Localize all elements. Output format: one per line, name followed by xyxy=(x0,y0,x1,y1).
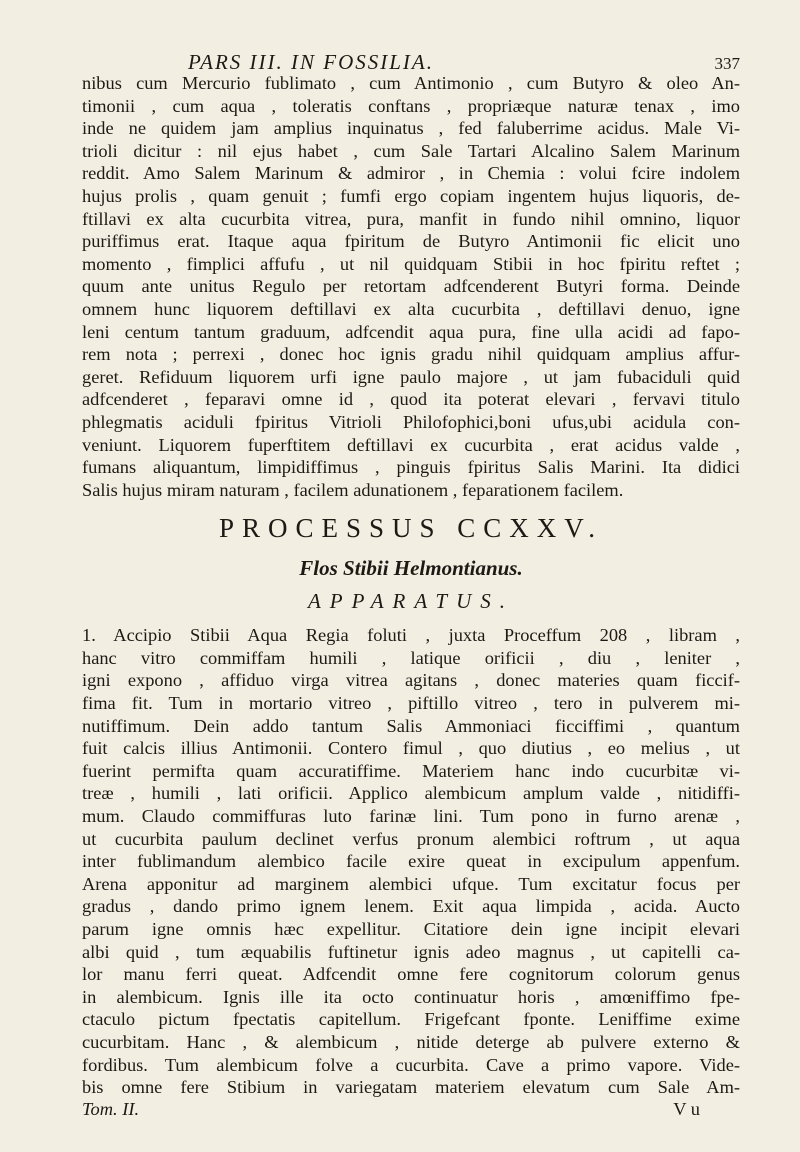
text-line: lor manu ferri queat. Adfcendit omne fere cognitorum colorum genus xyxy=(82,964,740,985)
text-line: nutiffimum. Dein addo tantum Salis Ammoniaci ficciffimi , quantum xyxy=(82,715,740,736)
text-line: reddit. Amo Salem Marinum & admiror , in Chemia : volui fcire indolem xyxy=(82,163,740,184)
text-line: gradus , dando primo ignem lenem. Exit aqua limpida , acida. Aucto xyxy=(82,896,740,917)
text-line: inde ne quidem jam amplius inquinatus , fed faluberrime acidus. Male Vi- xyxy=(82,118,740,139)
text-line: igni expono , affiduo virga vitrea agitans , donec materies quam ficcif- xyxy=(82,670,740,691)
page-footer xyxy=(82,1099,740,1123)
text-line: 1. Accipio Stibii Aqua Regia foluti , juxta Proceffum 208 , libram , xyxy=(82,625,740,646)
text-line: trioli dicitur : nil ejus habet , cum Sale Tartari Alcalino Salem Marinum xyxy=(82,140,740,161)
text-line: geret. Refiduum liquorem urfi igne paulo majore , ut jam fubaciduli quid xyxy=(82,366,740,387)
page-number: 337 xyxy=(714,54,740,73)
paragraph-apparatus xyxy=(82,624,740,1098)
text-line: fima fit. Tum in mortario vitreo , piftillo vitreo , tero in pulverem mi- xyxy=(82,693,740,714)
paragraph-continuation xyxy=(82,72,740,501)
text-line: in alembicum. Ignis ille ita octo continuatur horis , amœniffimo fpe- xyxy=(82,986,740,1007)
text-line: ctaculo pictum fpectatis capitellum. Frigefcant fponte. Leniffime exime xyxy=(82,1009,740,1030)
process-subtitle: Flos Stibii Helmontianus. xyxy=(299,556,523,581)
text-line: timonii , cum aqua , toleratis conftans , propriæque naturæ tenax , imo xyxy=(82,95,740,116)
text-line: parum igne omnis hæc expellitur. Citatiore dein igne incipit elevari xyxy=(82,919,740,939)
text-line: ut cucurbita paulum declinet verfus pronum alembici roftrum , ut aqua xyxy=(82,828,740,849)
text-line: omnem hunc liquorem deftillavi ex alta cucurbita , deftillavi denuo, igne xyxy=(82,298,740,319)
text-line: fumans aliquantum, limpidiffimus , pinguis fpiritus Salis Marini. Ita didici xyxy=(82,457,740,478)
text-line: quum ante unitus Regulo per retortam adfcenderent Butyri forma. Deinde xyxy=(82,276,740,297)
text-line: leni centum tantum graduum, adfcendit aqua pura, fine ulla acidi ad fapo- xyxy=(82,321,740,342)
text-line: hanc vitro commiffam humili , latique orificii , diu , leniter , xyxy=(82,647,740,668)
text-line: fuit calcis illius Antimonii. Contero fimul , quo diutius , eo melius , ut xyxy=(82,738,740,759)
text-line: inter fublimandum alembico facile exire queat in excipulum appenfum. xyxy=(82,851,740,872)
text-line: ftillavi ex alta cucurbita vitrea, pura, manfit in fundo nihil omnino, liquor xyxy=(82,208,740,229)
text-line: fuerint permifta quam accuratiffime. Materiem hanc indo cucurbitæ vi- xyxy=(82,760,740,781)
text-line: bis omne fere Stibium in variegatam materiem elevatum cum Sale Am- xyxy=(82,1077,740,1098)
text-line: fordibus. Tum alembicum folve a cucurbita. Cave a primo vapore. Vide- xyxy=(82,1054,740,1075)
text-line: treæ , humili , lati orificii. Applico alembicum amplum valde , nitidiffi- xyxy=(82,783,740,804)
process-heading: PROCESSUS CCXXV. xyxy=(218,513,604,544)
text-line: nibus cum Mercurio fublimato , cum Antimonio , cum Butyro & oleo An- xyxy=(82,73,740,93)
text-line: mum. Claudo commiffuras luto farinæ lini. Tum pono in furno arenæ , xyxy=(82,806,740,827)
text-line: hujus prolis , quam genuit ; fumfi ergo copiam ingentem hujus liquoris, de- xyxy=(82,185,740,206)
text-line: cucurbitam. Hanc , & alembicum , nitide deterge ab pulvere externo & xyxy=(82,1031,740,1052)
running-title: PARS III. IN FOSSILIA. xyxy=(188,50,434,74)
volume-signature: Tom. II. xyxy=(82,1098,140,1119)
text-line: albi quid , tum æquabilis fuftinetur ignis adeo magnus , ut capitelli ca- xyxy=(82,941,740,962)
text-line: Salis hujus miram naturam , facilem adunationem , feparationem facilem. xyxy=(82,479,624,500)
text-line: Arena apponitur ad marginem alembici ufque. Tum excitatur focus per xyxy=(82,873,740,894)
apparatus-heading: APPARATUS. xyxy=(307,589,515,614)
text-line: momento , fimplici affufu , ut nil quidquam Stibii in hoc fpiritu reftet ; xyxy=(82,253,740,274)
text-line: rem nota ; perrexi , donec hoc ignis gradu nihil quidquam amplius affur- xyxy=(82,344,740,365)
text-line: puriffimus erat. Itaque aqua fpiritum de Butyro Antimonii fic elicit uno xyxy=(82,231,740,252)
gathering-signature: V u xyxy=(673,1098,700,1119)
running-head xyxy=(82,38,740,72)
text-line: veniunt. Liquorem fuperftitem deftillavi ex cucurbita , erat acidus valde , xyxy=(82,434,740,455)
text-line: phlegmatis aciduli fpiritus Vitrioli Philofophici,boni ufus,ubi acidula con- xyxy=(82,411,740,432)
text-line: adfcenderet , feparavi omne id , quod ita poterat elevari , fervavi titulo xyxy=(82,389,740,410)
